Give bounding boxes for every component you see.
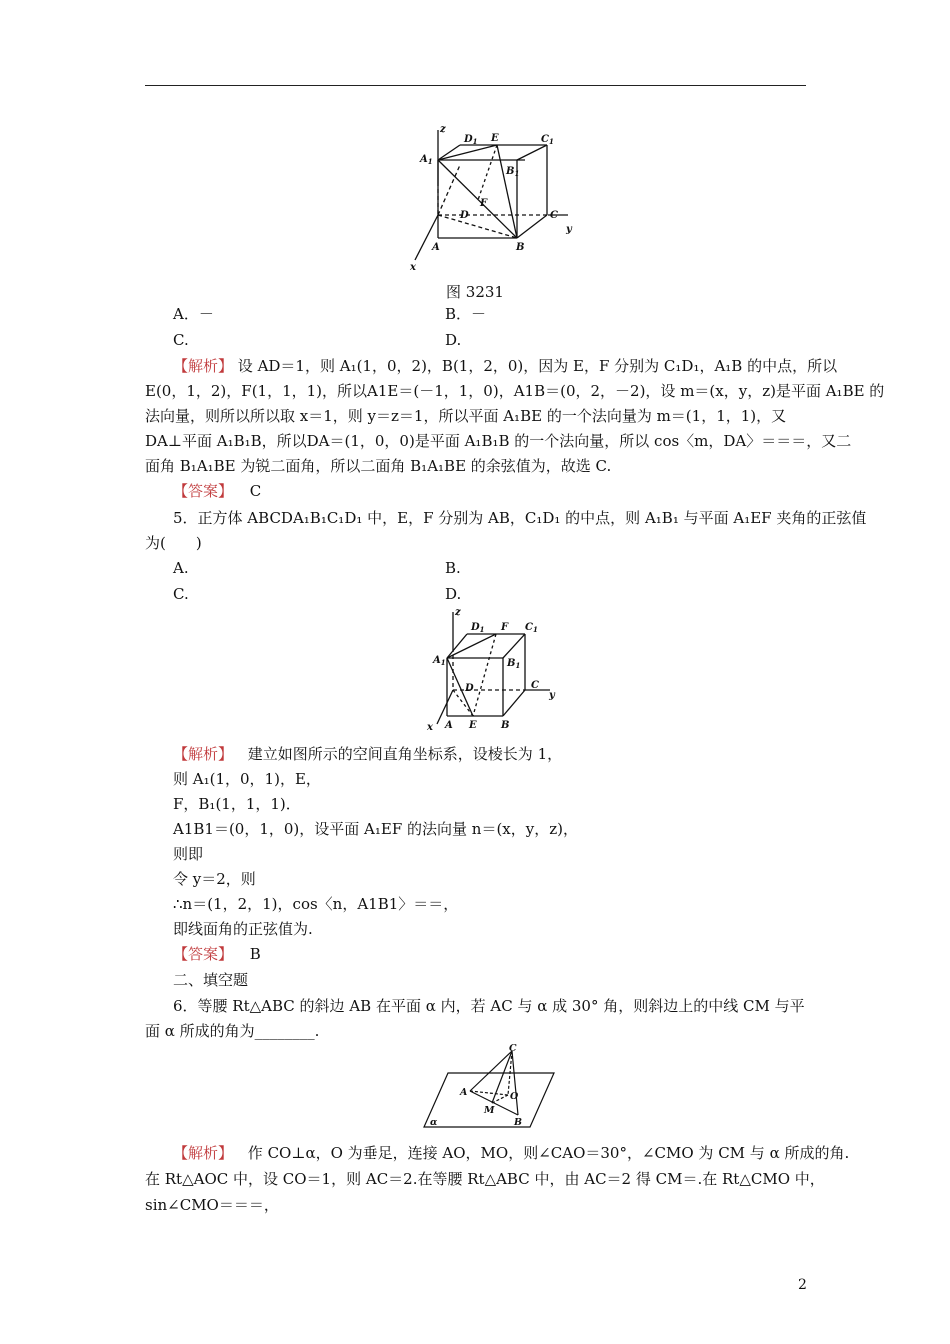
q4-answer-tag: 【答案】 [173,482,234,500]
fig2-label-d1: $D_1$ [471,622,485,634]
fig1-label-c1: $C_1$ [541,134,554,146]
figure1-caption: 图 3231 [446,283,504,301]
q4-solution-tag: 【解析】 [173,357,234,375]
q5-solution-line-2: 则 A₁(1，0，1)，E， [173,770,321,788]
q6-solution-line-3: sin∠CMO＝＝＝， [145,1196,279,1214]
q5-solution-line-7: ∴n＝(1，2，1)，cos〈n，A1B1〉＝＝， [173,895,459,913]
q4-option-a: A．－ [173,305,214,323]
fig2-label-x: x [427,722,433,733]
fig1-label-b1: $B_1$ [506,166,520,178]
q4-answer-value: C [249,482,262,500]
fig2-label-d: D [465,683,474,694]
q5-stem-line-2: 为( ) [145,534,202,552]
fig1-label-b1-subscript: 1 [514,169,520,178]
q5-solution-line-1 [173,743,562,765]
figure-cube-diagram [425,606,565,734]
q6-stem-line-1: 6．等腰 Rt△ABC 的斜边 AB 在平面 α 内，若 AC 与 α 成 30° 角，则斜边上的中线 CM 与平 [173,997,805,1015]
fig1-label-x: x [410,262,416,272]
q5-option-a: A. [173,559,189,577]
q6-solution-text-1: 作 CO⊥α，O 为垂足，连接 AO，MO，则∠CAO＝30°，∠CMO 为 CM 与 α 所成的角. [247,1144,850,1162]
q5-solution-line-3: F，B₁(1，1，1)． [173,795,301,813]
q5-solution-text-1: 建立如图所示的空间直角坐标系，设棱长为 1， [247,745,563,763]
fig3-label-c: C [509,1043,517,1054]
fig2-label-c: C [531,680,539,691]
q6-solution-line-1 [173,1142,849,1164]
q5-option-c: C. [173,585,189,603]
q5-answer-value: B [249,945,261,963]
figure-plane-triangle-diagram [420,1043,560,1133]
fig3-label-a: A [460,1087,468,1098]
fig1-label-d: D [460,210,469,221]
q4-answer-line [173,480,261,502]
fig2-label-z: z [455,607,461,618]
q5-stem-line-1: 5．正方体 ABCDA₁B₁C₁D₁ 中，E，F 分别为 AB，C₁D₁ 的中点，则 A₁B₁ 与平面 A₁EF 夹角的正弦值 [173,509,867,527]
fig2-label-b1-subscript: 1 [515,661,521,670]
fig1-label-a1-subscript: 1 [427,157,433,166]
figure-cuboid-diagram [400,120,590,272]
q4-solution-line-2: E(0，1，2)，F(1，1，1)，所以A1E＝(－1，1，0)，A1B＝(0，2，－2)，设 m＝(x，y，z)是平面 A₁BE 的 [145,382,885,400]
q4-option-d: D. [445,331,462,349]
fig2-label-a: A [445,720,453,731]
fig2-label-d1-subscript: 1 [479,625,485,634]
fig2-label-b: B [501,720,510,731]
q5-solution-line-8: 即线面角的正弦值为. [173,920,313,938]
fig1-label-b: B [516,242,525,253]
q4-solution-line-3: 法向量，则所以所以取 x＝1，则 y＝z＝1，所以平面 A₁BE 的一个法向量为 m＝(1，1，1)，又 [145,407,787,425]
q5-solution-line-5: 则即 [173,845,204,863]
fig3-label-alpha: α [430,1117,438,1128]
fig1-label-d1: $D_1$ [464,134,478,146]
fig1-label-a1: $A_1$ [420,154,433,166]
fig1-label-c: C [550,210,558,221]
q4-option-b: B．－ [445,305,487,323]
q5-answer-line [173,943,261,965]
q5-solution-line-6: 令 y＝2，则 [173,870,256,888]
page-number: 2 [798,1277,807,1293]
fig3-label-m: M [484,1105,495,1116]
q4-solution-line-5: 面角 B₁A₁BE 为锐二面角，所以二面角 B₁A₁BE 的余弦值为，故选 C. [145,457,612,475]
q4-solution-line-1 [173,355,837,377]
fig1-label-d1-subscript: 1 [472,137,478,146]
fig2-label-y: y [549,690,555,701]
fig1-label-y: y [566,224,572,235]
fig2-label-b1: $B_1$ [507,658,521,670]
q6-stem-line-2: 面 α 所成的角为________. [145,1022,320,1040]
fig2-label-c1: $C_1$ [525,622,538,634]
fig1-label-f: F [480,198,488,209]
q6-solution-line-2: 在 Rt△AOC 中，设 CO＝1，则 AC＝2.在等腰 Rt△ABC 中，由 AC＝2 得 CM＝.在 Rt△CMO 中， [145,1170,825,1188]
fig2-label-e: E [469,720,477,731]
q4-solution-text-1: 设 AD＝1，则 A₁(1，0，2)，B(1，2，0)，因为 E，F 分别为 C₁D₁，A₁B 的中点，所以 [237,357,838,375]
fig2-label-a1: $A_1$ [433,655,446,667]
fig1-label-c1-subscript: 1 [548,137,554,146]
q5-option-d: D. [445,585,462,603]
fig1-label-a: A [432,242,440,253]
q5-solution-line-4: A1B1＝(0，1，0)，设平面 A₁EF 的法向量 n＝(x，y，z)， [173,820,578,838]
q5-option-b: B. [445,559,461,577]
fig1-label-e: E [491,133,499,144]
fig2-label-f: F [501,622,509,633]
q5-answer-tag: 【答案】 [173,945,234,963]
q6-solution-tag: 【解析】 [173,1144,234,1162]
fig2-label-c1-subscript: 1 [532,625,538,634]
q4-option-c: C. [173,331,189,349]
header-rule [145,85,806,86]
section-heading: 二、填空题 [173,971,249,989]
q5-solution-tag: 【解析】 [173,745,234,763]
fig2-label-a1-subscript: 1 [440,658,446,667]
fig3-label-o: O [510,1091,519,1102]
fig3-label-b: B [514,1117,523,1128]
q4-solution-line-4: DA⊥平面 A₁B₁B，所以DA＝(1，0，0)是平面 A₁B₁B 的一个法向量，所以 cos〈m，DA〉＝＝＝，又二 [145,432,852,450]
fig1-label-z: z [440,124,446,135]
